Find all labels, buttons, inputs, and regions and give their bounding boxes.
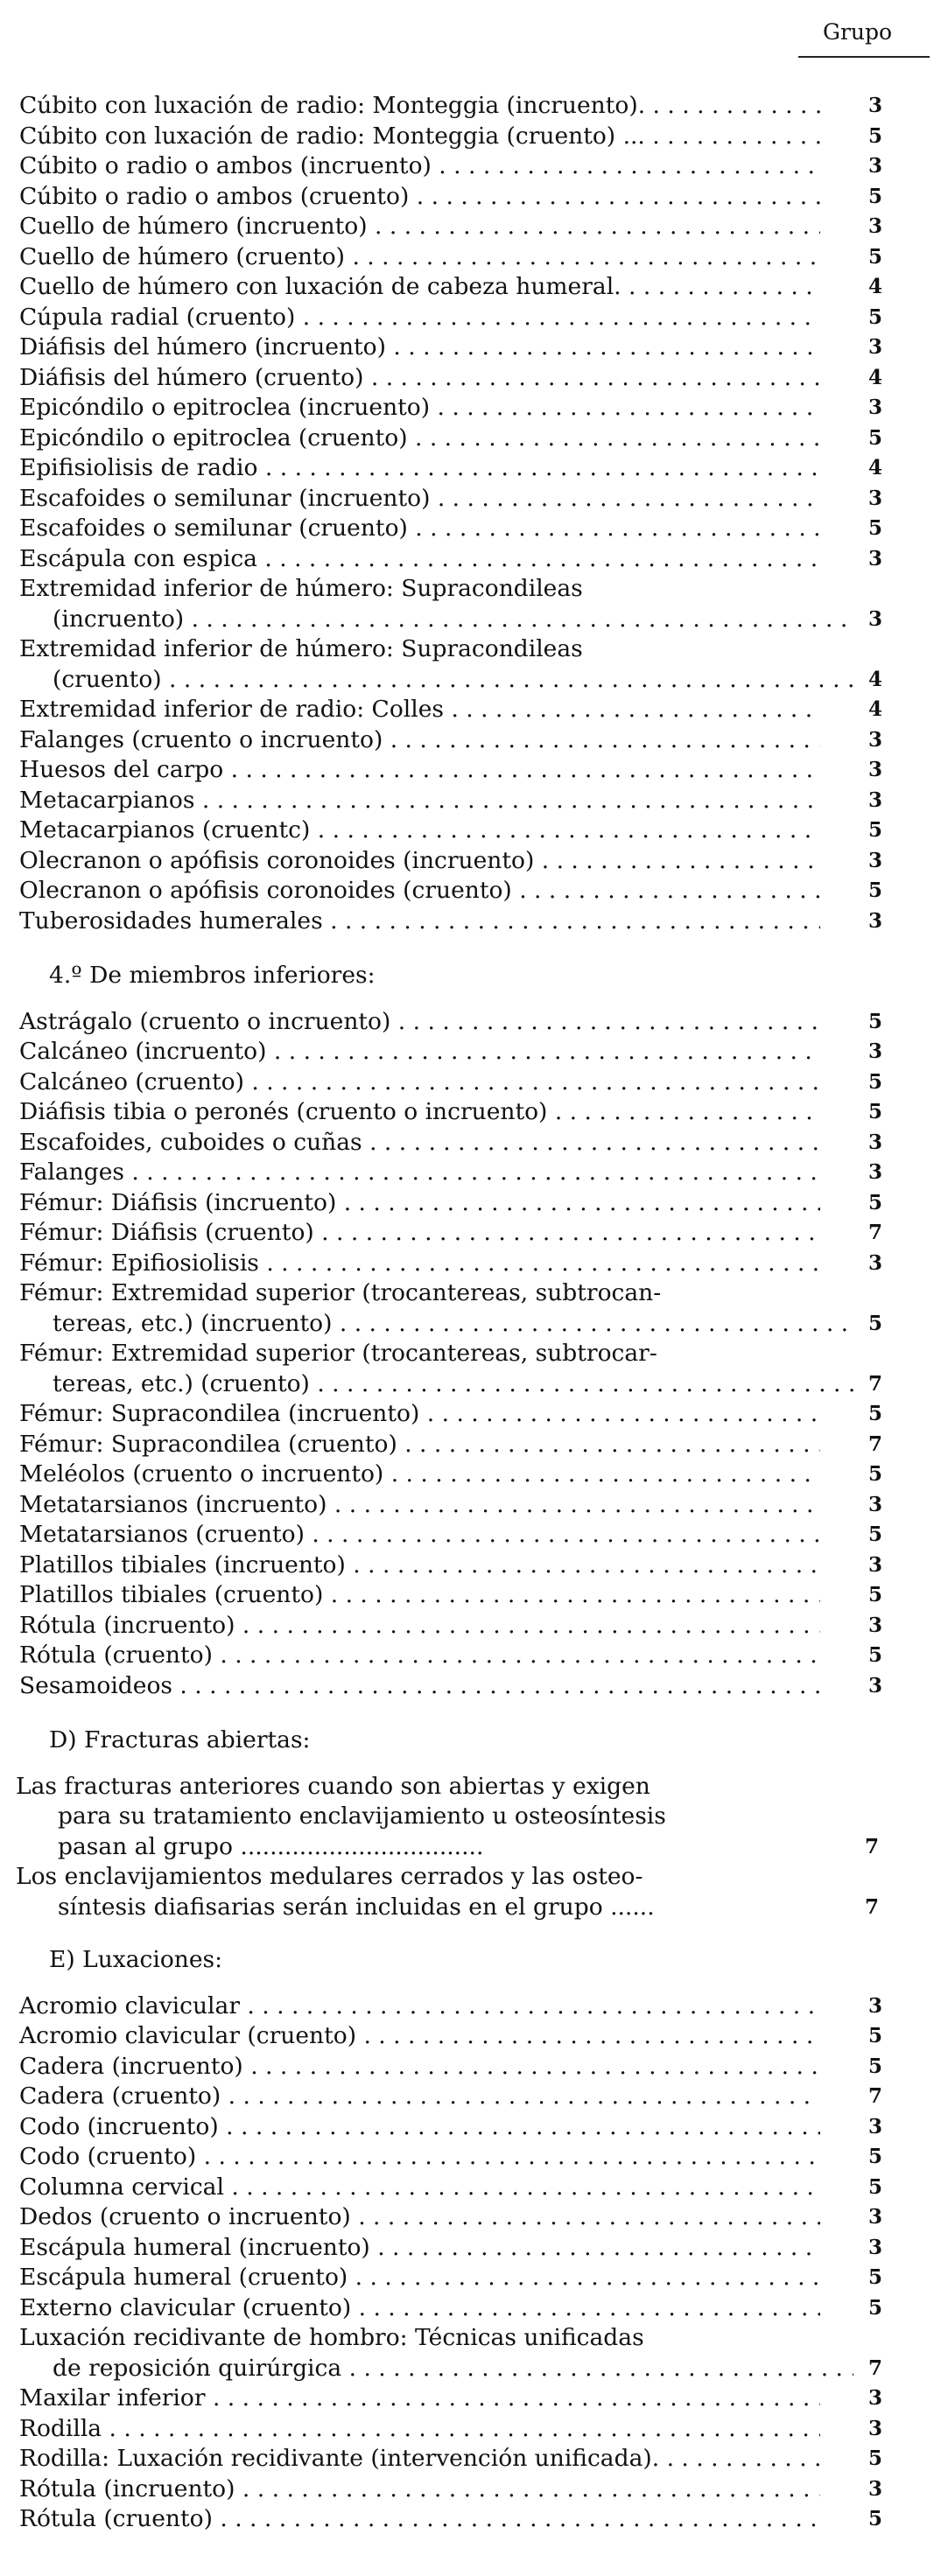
group-number: 5 [868, 1009, 883, 1033]
group-number: 5 [868, 2054, 883, 2078]
item-label: Maxilar inferior . . . [19, 2384, 820, 2414]
group-number: 3 [868, 1673, 883, 1698]
group-number: 3 [868, 546, 883, 570]
group-number: 5 [868, 123, 883, 148]
item-label: Fémur: Diáfisis (incruento) . . . [19, 1188, 820, 1219]
list-item [19, 2504, 921, 2535]
group-number: 4 [868, 667, 883, 691]
group-number: 5 [868, 878, 883, 902]
list-item [19, 2052, 921, 2082]
group-number: 3 [868, 2205, 883, 2229]
group-number: 5 [868, 184, 883, 208]
item-label: Escápula humeral (incruento) . . . [19, 2233, 820, 2264]
item-label: Astrágalo (cruento o incruento) . . . [19, 1007, 820, 1038]
section-heading: E) Luxaciones: [49, 1946, 223, 1973]
item-label: Extremidad inferior de húmero: Supracondileas [19, 635, 583, 662]
item-label: Platillos tibiales (cruento) . . . [19, 1580, 820, 1611]
list-item [19, 755, 921, 786]
group-number: 3 [868, 2235, 883, 2259]
group-number: 5 [868, 1402, 883, 1425]
list-item [19, 514, 921, 544]
paragraph-line: Las fracturas anteriores cuando son abiertas y exigen [16, 1772, 650, 1800]
list-item [19, 1339, 921, 1369]
group-number: 4 [868, 456, 883, 480]
section-heading: D) Fracturas abiertas: [49, 1726, 311, 1754]
list-item [19, 605, 921, 635]
list-item [19, 1490, 921, 1521]
item-label: Columna cervical . . . [19, 2173, 820, 2203]
group-column-header: Grupo [823, 19, 893, 45]
item-label: de reposición quirúrgica . . . [19, 2354, 853, 2384]
item-label: Cúbito o radio o ambos (incruento) . . . [19, 151, 820, 182]
item-label: Cúbito con luxación de radio: Monteggia (cruento) ... . . . [19, 122, 820, 152]
group-number: 7 [868, 1221, 883, 1244]
header-rule [798, 56, 930, 58]
item-label: Rótula (cruento) . . . [19, 2504, 820, 2535]
list-item [19, 1037, 921, 1068]
group-number: 3 [868, 1250, 883, 1275]
list-item [19, 1671, 921, 1702]
list-item [19, 1188, 921, 1219]
group-number: 3 [868, 214, 883, 238]
item-label: Tuberosidades humerales . . . [19, 906, 820, 937]
item-label: Metatarsianos (incruento) . . . [19, 1490, 820, 1521]
group-number: 3 [868, 606, 883, 631]
item-label: tereas, etc.) (cruento) . . . [19, 1369, 853, 1400]
item-label: Rótula (incruento) . . . [19, 2474, 820, 2505]
group-number: 5 [868, 2295, 883, 2320]
group-number: 7 [868, 2084, 883, 2108]
list-item [19, 303, 921, 333]
item-label: Fémur: Supracondilea (incruento) . . . [19, 1399, 820, 1430]
group-number: 5 [868, 1583, 883, 1606]
group-number: 3 [868, 2386, 883, 2410]
item-label: Escafoides o semilunar (cruento) . . . [19, 514, 820, 544]
group-number: 5 [868, 2024, 883, 2048]
item-label: Calcáneo (incruento) . . . [19, 1037, 820, 1068]
list-item [19, 393, 921, 424]
group-number: 5 [868, 1522, 883, 1546]
list-item [19, 1128, 921, 1158]
list-item [19, 1158, 921, 1188]
item-label: Fémur: Epifiosiolisis . . . [19, 1249, 820, 1279]
item-label: Huesos del carpo . . . [19, 755, 820, 786]
group-number: 3 [868, 788, 883, 812]
item-label: Metacarpianos (cruentc) . . . [19, 816, 820, 846]
item-label: Cuello de húmero (incruento) . . . [19, 212, 820, 242]
group-number: 3 [868, 94, 883, 117]
list-item [19, 424, 921, 454]
item-label: Sesamoideos . . . [19, 1671, 820, 1702]
item-label: Escafoides o semilunar (incruento) . . . [19, 484, 820, 514]
group-number: 3 [868, 335, 883, 359]
item-label: Falanges (cruento o incruento) . . . [19, 725, 820, 756]
group-number: 7 [868, 1371, 883, 1396]
list-item [19, 1399, 921, 1430]
group-number: 3 [868, 1040, 883, 1063]
list-item [19, 1218, 921, 1249]
item-label: Cúbito con luxación de radio: Monteggia (incruento). . . . [19, 91, 820, 122]
list-item [19, 2082, 921, 2112]
group-number: 3 [868, 848, 883, 872]
list-item [19, 876, 921, 906]
list-item [19, 2414, 921, 2445]
list-item [19, 484, 921, 514]
group-number: 7 [868, 1432, 883, 1456]
item-label: Extremidad inferior de húmero: Supracondileas [19, 575, 583, 602]
item-label: Codo (cruento) . . . [19, 2142, 820, 2173]
list-item [19, 786, 921, 816]
item-label: (cruento) . . . [19, 665, 853, 696]
list-item [19, 1249, 921, 1279]
list-item [19, 242, 921, 273]
item-label: Diáfisis del húmero (incruento) . . . [19, 332, 820, 363]
group-number: 4 [868, 365, 883, 389]
item-label: Acromio clavicular (cruento) . . . [19, 2021, 820, 2052]
item-label: Cadera (incruento) . . . [19, 2052, 820, 2082]
item-label: tereas, etc.) (incruento) . . . [19, 1309, 853, 1340]
group-number: 4 [868, 697, 883, 721]
group-number: 3 [868, 2114, 883, 2138]
group-number: 5 [868, 818, 883, 842]
item-label: Fémur: Extremidad superior (trocantereas, subtrocan- [19, 1279, 662, 1306]
group-number: 3 [868, 2476, 883, 2501]
paragraph-line: síntesis diafisarias serán incluidas en el grupo ...... 7 [16, 1893, 917, 1923]
list-item [19, 695, 921, 725]
item-label: Rodilla: Luxación recidivante (intervención unificada). . . . [19, 2444, 820, 2474]
item-label: Diáfisis tibia o peronés (cruento o incruento) . . . [19, 1097, 820, 1128]
group-number: 3 [868, 1492, 883, 1516]
list-item [19, 1369, 921, 1400]
group-number: 5 [868, 425, 883, 450]
list-item [19, 1641, 921, 1671]
item-label: Epicóndilo o epitroclea (incruento) . . . [19, 393, 820, 424]
group-number: 3 [868, 1130, 883, 1154]
item-label: Rótula (cruento) . . . [19, 1641, 820, 1671]
list-item [19, 1097, 921, 1128]
item-label: Codo (incruento) . . . [19, 2112, 820, 2143]
section-heading: 4.º De miembros inferiores: [49, 962, 376, 989]
item-label: Epifisiolisis de radio . . . [19, 453, 820, 484]
item-label: Cadera (cruento) . . . [19, 2082, 820, 2112]
list-item [19, 846, 921, 877]
group-number: 5 [868, 244, 883, 269]
list-item [19, 151, 921, 182]
item-label: Fémur: Supracondilea (cruento) . . . [19, 1430, 820, 1460]
list-item [19, 1278, 921, 1309]
list-item [19, 2202, 921, 2233]
group-number: 5 [868, 1100, 883, 1124]
list-item [19, 1550, 921, 1581]
item-label: Metacarpianos . . . [19, 786, 820, 816]
group-number: 3 [868, 2416, 883, 2440]
list-item [19, 363, 921, 394]
group-number: 5 [868, 2145, 883, 2168]
group-number: 5 [868, 1069, 883, 1094]
paragraph-line: para su tratamiento enclavijamiento u osteosíntesis [58, 1802, 666, 1830]
list-item [19, 1520, 921, 1550]
list-item [19, 2142, 921, 2173]
item-label: Escafoides, cuboides o cuñas . . . [19, 1128, 820, 1158]
list-item [19, 1460, 921, 1490]
item-label: Cuello de húmero con luxación de cabeza humeral. . . . [19, 272, 820, 303]
list-item [19, 2233, 921, 2264]
list-item [19, 2173, 921, 2203]
list-item [19, 2323, 921, 2354]
item-label: Cúbito o radio o ambos (cruento) . . . [19, 182, 820, 213]
list-item [19, 1309, 921, 1340]
item-label: Acromio clavicular . . . [19, 1992, 820, 2022]
list-item [19, 634, 921, 665]
group-number: 3 [868, 1160, 883, 1184]
list-item [19, 2293, 921, 2324]
list-item [19, 2384, 921, 2414]
list-item [19, 1068, 921, 1098]
group-number: 3 [868, 727, 883, 752]
list-item [19, 332, 921, 363]
item-label: Extremidad inferior de radio: Colles . . . [19, 695, 820, 725]
list-item [19, 665, 921, 696]
group-number: 5 [868, 1643, 883, 1667]
item-label: Olecranon o apófisis coronoides (incruento) . . . [19, 846, 820, 877]
item-label: Escápula con espica . . . [19, 544, 820, 575]
paragraph-line: Los enclavijamientos medulares cerrados y las osteo- [16, 1863, 643, 1890]
group-number: 7 [865, 1894, 880, 1919]
paragraph [16, 1772, 917, 1863]
list-item [19, 906, 921, 937]
item-label: Dedos (cruento o incruento) . . . [19, 2202, 820, 2233]
group-number: 5 [868, 2446, 883, 2470]
list-item [19, 91, 921, 122]
group-number: 5 [868, 1462, 883, 1486]
list-item [19, 2474, 921, 2505]
group-number: 7 [868, 2356, 883, 2380]
group-number: 3 [868, 758, 883, 781]
list-item [19, 2263, 921, 2293]
item-label: Platillos tibiales (incruento) . . . [19, 1550, 820, 1581]
item-label: Meléolos (cruento o incruento) . . . [19, 1460, 820, 1490]
list-item [19, 182, 921, 213]
group-number: 3 [868, 1993, 883, 2018]
item-label: Metatarsianos (cruento) . . . [19, 1520, 820, 1550]
item-label: Luxación recidivante de hombro: Técnicas unificadas [19, 2324, 644, 2351]
group-number: 5 [868, 1311, 883, 1335]
list-item [19, 544, 921, 575]
item-label: Olecranon o apófisis coronoides (cruento) . . . [19, 876, 820, 906]
group-number: 5 [868, 2265, 883, 2289]
group-number: 3 [868, 1552, 883, 1577]
group-number: 7 [865, 1834, 880, 1858]
item-label: Escápula humeral (cruento) . . . [19, 2263, 820, 2293]
group-number: 5 [868, 2507, 883, 2530]
list-item [19, 453, 921, 484]
list-item [19, 2354, 921, 2384]
list-item [19, 122, 921, 152]
list-item [19, 2112, 921, 2143]
group-number: 4 [868, 275, 883, 298]
list-item [19, 574, 921, 605]
item-label: Rodilla . . . [19, 2414, 820, 2445]
group-number: 5 [868, 516, 883, 540]
list-item [19, 1611, 921, 1642]
item-label: Cúpula radial (cruento) . . . [19, 303, 820, 333]
item-label: Diáfisis del húmero (cruento) . . . [19, 363, 820, 394]
list-item [19, 725, 921, 756]
list-item [19, 2021, 921, 2052]
item-label: Epicóndilo o epitroclea (cruento) . . . [19, 424, 820, 454]
item-label: Fémur: Extremidad superior (trocantereas, subtrocar- [19, 1340, 657, 1367]
item-label: Falanges . . . [19, 1158, 820, 1188]
group-number: 5 [868, 1190, 883, 1214]
list-item [19, 1007, 921, 1038]
item-label: Rótula (incruento) . . . [19, 1611, 820, 1642]
group-number: 3 [868, 486, 883, 510]
group-number: 3 [868, 908, 883, 933]
item-label: Fémur: Diáfisis (cruento) . . . [19, 1218, 820, 1249]
paragraph-line: pasan al grupo ................................. 7 [16, 1832, 917, 1863]
list-item [19, 1992, 921, 2022]
list-item [19, 2444, 921, 2474]
list-item [19, 1430, 921, 1460]
paragraph [16, 1862, 917, 1922]
list-item [19, 272, 921, 303]
group-number: 5 [868, 2174, 883, 2199]
group-number: 3 [868, 396, 883, 419]
list-item [19, 212, 921, 242]
list-item [19, 816, 921, 846]
item-label: Cuello de húmero (cruento) . . . [19, 242, 820, 273]
group-number: 5 [868, 304, 883, 329]
group-number: 3 [868, 1613, 883, 1637]
item-label: Calcáneo (cruento) . . . [19, 1068, 820, 1098]
group-number: 3 [868, 154, 883, 178]
item-label: Externo clavicular (cruento) . . . [19, 2293, 820, 2324]
list-item [19, 1580, 921, 1611]
item-label: (incruento) . . . [19, 605, 853, 635]
